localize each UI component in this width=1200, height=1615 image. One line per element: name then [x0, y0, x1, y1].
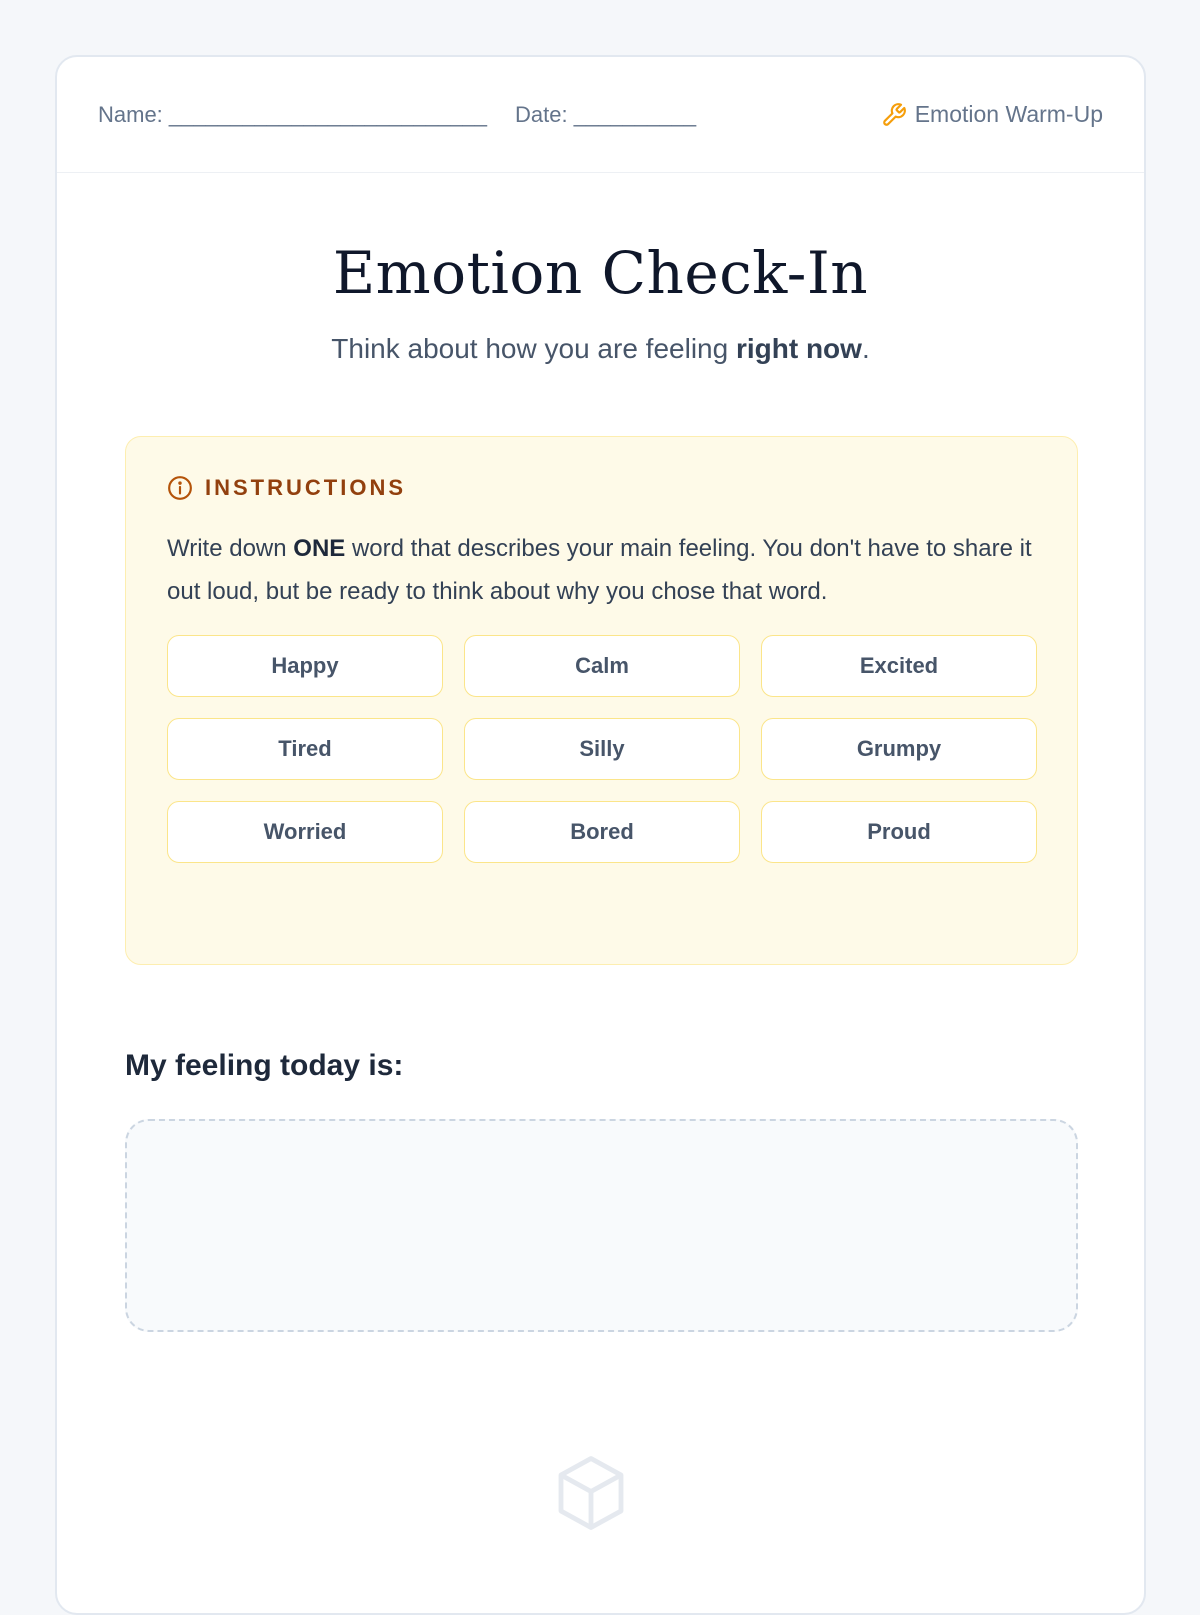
feeling-chip-silly[interactable]: Silly	[464, 718, 740, 780]
instructions-text	[167, 527, 1036, 613]
feeling-chip-proud[interactable]: Proud	[761, 801, 1037, 863]
answer-prompt: My feeling today is:	[125, 1049, 404, 1082]
feeling-chip-grumpy[interactable]: Grumpy	[761, 718, 1037, 780]
instructions-text-end: word that describes your main feeling. You don't have to share it out loud, but be ready to think about why you chose that word.	[167, 535, 1032, 605]
feeling-chip-tired[interactable]: Tired	[167, 718, 443, 780]
feeling-chip-worried[interactable]: Worried	[167, 801, 443, 863]
instructions-heading	[167, 475, 1036, 501]
feeling-chip-bored[interactable]: Bored	[464, 801, 740, 863]
subtitle-end: .	[861, 333, 870, 364]
info-icon	[167, 475, 193, 501]
subtitle-text: Think about how you are feeling	[331, 333, 736, 364]
instructions-text-emphasis: ONE	[293, 535, 346, 562]
date-field[interactable]: Date: __________	[515, 101, 697, 127]
page-title: Emotion Check-In	[332, 239, 869, 307]
name-field[interactable]: Name: __________________________	[98, 101, 488, 127]
feeling-chip-happy[interactable]: Happy	[167, 635, 443, 697]
feeling-chip-calm[interactable]: Calm	[464, 635, 740, 697]
subtitle-emphasis: right now	[735, 333, 862, 364]
feeling-choices	[167, 635, 1036, 863]
worksheet-tag	[881, 101, 1103, 128]
instructions-text-start: Write down	[167, 535, 294, 562]
worksheet-tag-label: Emotion Warm-Up	[914, 101, 1103, 127]
instructions-panel	[125, 436, 1078, 965]
page-subtitle	[57, 333, 1144, 365]
answer-box[interactable]	[125, 1119, 1078, 1332]
cube-icon	[555, 1454, 627, 1532]
worksheet-header	[57, 57, 1144, 173]
instructions-heading-label: INSTRUCTIONS	[205, 475, 406, 500]
wrench-icon	[881, 102, 907, 128]
feeling-chip-excited[interactable]: Excited	[761, 635, 1037, 697]
worksheet-card	[55, 55, 1146, 1615]
